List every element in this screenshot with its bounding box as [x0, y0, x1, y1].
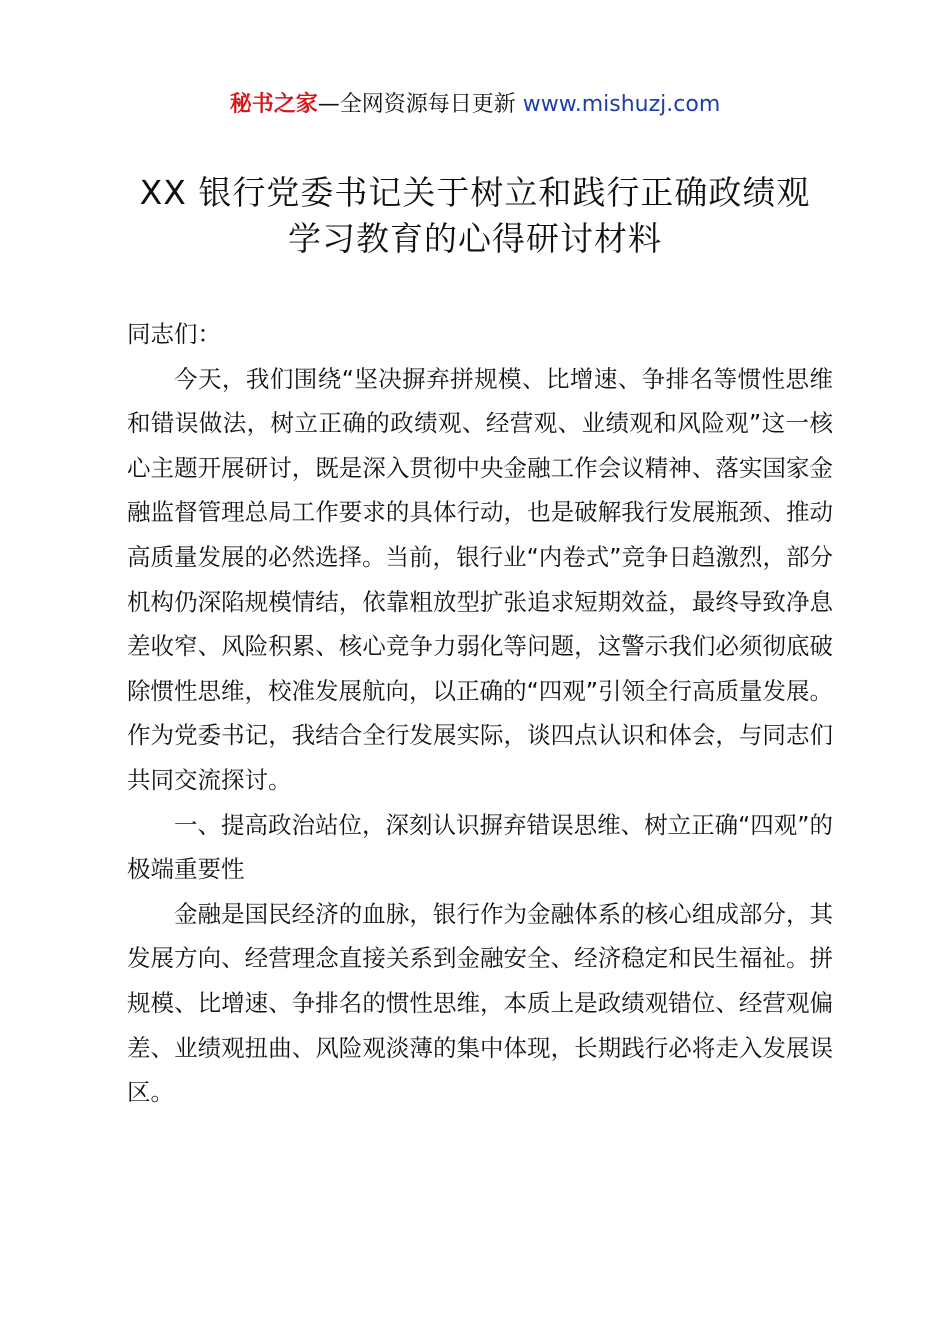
site-url-link[interactable]: www.mishuzj.com — [522, 92, 721, 117]
salutation: 同志们： — [127, 320, 221, 348]
paragraph-section-1: 金融是国民经济的血脉，银行作为金融体系的核心组成部分，其发展方向、经营理念直接关系到金融安全、经济稳定和民生福祉。拼规模、比增速、争排名的惯性思维，本质上是政绩观错位、经营观偏差、业绩观扭曲、风险观淡薄的集中体现，长期践行必将走入发展误区。 — [127, 899, 833, 1107]
document-title — [60, 170, 890, 262]
site-tagline: —全网资源每日更新 — [317, 92, 523, 117]
site-name: 秘书之家 — [229, 92, 318, 117]
document-body — [127, 312, 833, 1115]
site-header — [0, 90, 950, 120]
paragraph-intro: 今天，我们围绕“坚决摒弃拼规模、比增速、争排名等惯性思维和错误做法，树立正确的政绩观、经营观、业绩观和风险观”这一核心主题开展研讨，既是深入贯彻中央金融工作会议精神、落实国家金融监督管理总局工作要求的具体行动，也是破解我行发展瓶颈、推动高质量发展的必然选择。当前，银行业“内卷式”竞争日趋激烈，部分机构仍深陷规模情结，依靠粗放型扩张追求短期效益，最终导致净息差收窄、风险积累、核心竞争力弱化等问题，这警示我们必须彻底破除惯性思维，校准发展航向，以正确的“四观”引领全行高质量发展。作为党委书记，我结合全行发展实际，谈四点认识和体会，与同志们共同交流探讨。 — [127, 364, 833, 794]
title-line-2: 学习教育的心得研讨材料 — [288, 219, 662, 258]
section-heading-1: 一、提高政治站位，深刻认识摒弃错误思维、树立正确“四观”的极端重要性 — [127, 810, 833, 884]
title-line-1: XX 银行党委书记关于树立和践行正确政绩观 — [139, 173, 811, 212]
